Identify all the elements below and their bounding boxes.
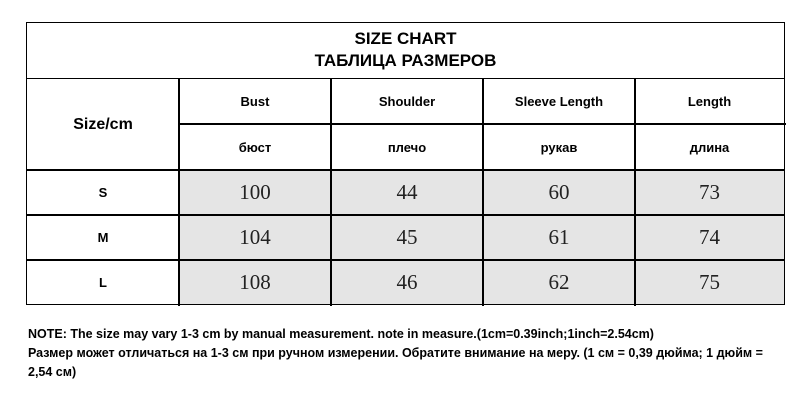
cell-l-length: 75 [635, 260, 784, 304]
grid-vline [482, 79, 484, 306]
cell-m-sleeve-length: 61 [483, 215, 635, 260]
grid-hline [27, 214, 784, 216]
grid-vline [634, 79, 636, 306]
cell-l-sleeve-length: 62 [483, 260, 635, 304]
col-header-sleeve-length: Sleeve Length [514, 94, 604, 109]
cell-s-shoulder: 44 [331, 170, 483, 215]
grid-hline [179, 123, 786, 125]
chart-title-en: SIZE CHART [354, 29, 457, 48]
row-label-m: M [97, 230, 109, 245]
col-header-shoulder-ru: плечо [387, 139, 427, 155]
note-ru: Размер может отличаться на 1-3 см при ручном измерении. Обратите внимание на меру. (1 см = 0,39 дюйма; 1 дюйм = 2,54 см) [28, 346, 763, 379]
grid-vline [178, 79, 180, 306]
grid-vline [330, 79, 332, 306]
col-header-length: Length [687, 94, 732, 109]
size-cm-header: Size/cm [73, 115, 133, 133]
col-header-sleeve-length-ru: рукав [540, 139, 578, 155]
grid-hline [27, 169, 784, 171]
cell-s-length: 73 [635, 170, 784, 215]
row-label-l: L [99, 274, 107, 290]
size-chart-table [26, 22, 785, 305]
cell-s-bust: 100 [179, 170, 331, 215]
col-header-shoulder: Shoulder [378, 94, 436, 109]
cell-m-bust: 104 [179, 215, 331, 260]
chart-title [27, 23, 784, 79]
row-label-s: S [98, 185, 108, 200]
cell-l-bust: 108 [179, 260, 331, 304]
note-en: NOTE: The size may vary 1-3 cm by manual measurement. note in measure.(1cm=0.39inch;1inch=2.54cm) [28, 327, 654, 341]
col-header-bust-ru: бюст [238, 139, 272, 155]
cell-m-shoulder: 45 [331, 215, 483, 260]
cell-l-shoulder: 46 [331, 260, 483, 304]
cell-m-length: 74 [635, 215, 784, 260]
cell-s-sleeve-length: 60 [483, 170, 635, 215]
col-header-bust: Bust [240, 94, 270, 109]
col-header-length-ru: длина [689, 139, 730, 155]
chart-title-ru: ТАБЛИЦА РАЗМЕРОВ [314, 51, 497, 70]
grid-hline [27, 259, 784, 261]
measurement-note [28, 325, 788, 382]
